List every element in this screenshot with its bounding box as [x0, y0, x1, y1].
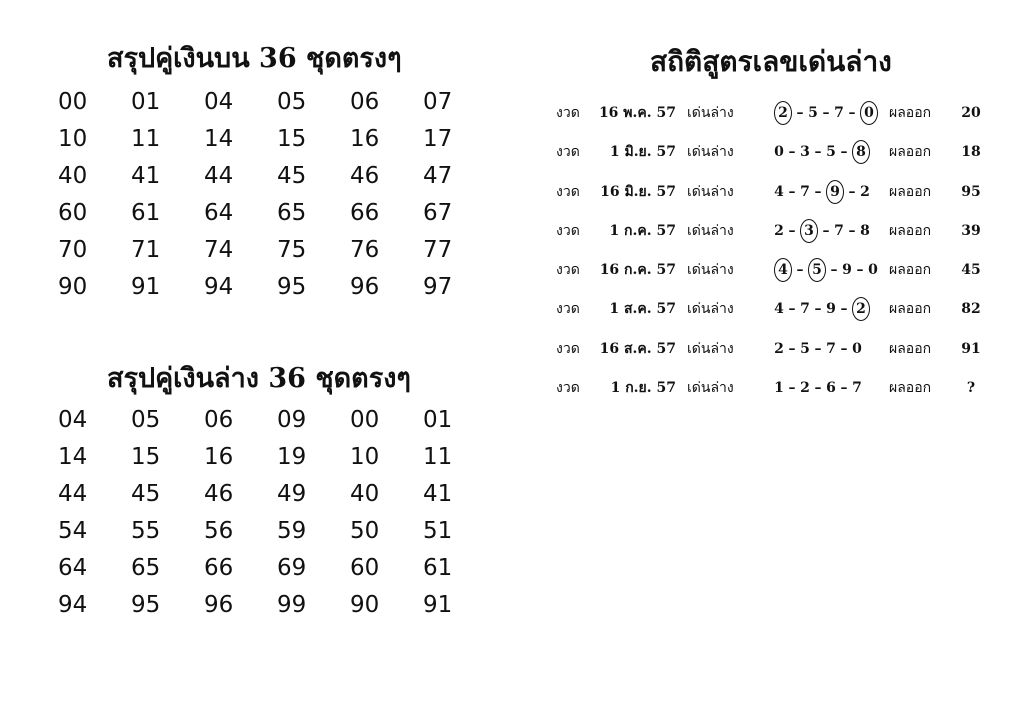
lower-pair-number: 40 [350, 481, 380, 507]
stats-row [556, 212, 996, 251]
draw-date: 16 มิ.ย. 57 [600, 183, 676, 200]
upper-pair-number: 77 [423, 237, 453, 263]
circled-digit: 2 [774, 101, 792, 125]
upper-pair-number: 15 [277, 126, 307, 152]
upper-pair-number: 40 [58, 163, 88, 189]
lower-pair-number: 15 [131, 444, 161, 470]
upper-pair-number: 10 [58, 126, 88, 152]
hot-label: เด่นล่าง [687, 340, 734, 357]
digit: 7 [800, 183, 810, 200]
digit: 0 [868, 262, 878, 279]
draw-label: งวด [556, 222, 580, 239]
lower-pair-number: 46 [204, 481, 234, 507]
lower-pair-number: 11 [423, 444, 453, 470]
lower-pair-number: 10 [350, 444, 380, 470]
stats-table [556, 94, 996, 408]
digit: 7 [834, 222, 844, 239]
lower-pair-number: 49 [277, 481, 307, 507]
stats-row [556, 330, 996, 369]
digit: 2 [800, 380, 810, 397]
digit-separator: – [788, 340, 796, 357]
hot-label: เด่นล่าง [687, 380, 734, 397]
upper-pair-number: 44 [204, 163, 234, 189]
upper-pair-number: 71 [131, 237, 161, 263]
upper-pair-number: 70 [58, 237, 88, 263]
draw-label: งวด [556, 380, 580, 397]
digit-separator: – [840, 144, 848, 161]
circled-digit: 9 [826, 180, 844, 204]
upper-pairs-grid [52, 84, 482, 306]
lower-pair-number: 00 [350, 407, 380, 433]
stats-title: สถิติสูตรเลขเด่นล่าง [650, 45, 892, 78]
upper-pair-number: 67 [423, 200, 453, 226]
upper-pair-number: 96 [350, 274, 380, 300]
lower-pairs-title: สรุปคู่เงินล่าง 36 ชุดตรงๆ [107, 363, 411, 394]
draw-label: งวด [556, 144, 580, 161]
result-label: ผลออก [889, 262, 932, 279]
upper-pair-number: 41 [131, 163, 161, 189]
upper-pair-number: 47 [423, 163, 453, 189]
draw-label: งวด [556, 105, 580, 121]
hot-label: เด่นล่าง [687, 183, 734, 200]
upper-pair-number: 66 [350, 200, 380, 226]
digit: 4 [774, 301, 784, 318]
digit: 4 [774, 183, 784, 200]
lower-pair-number: 95 [131, 592, 161, 618]
digit: 2 [774, 222, 784, 239]
upper-pair-number: 14 [204, 126, 234, 152]
digit-separator: – [814, 380, 822, 397]
upper-pair-number: 05 [277, 89, 307, 115]
hot-digits [773, 173, 871, 212]
draw-date: 16 ก.ค. 57 [599, 262, 676, 279]
lower-pair-number: 16 [204, 444, 234, 470]
stats-row [556, 94, 996, 133]
hot-digits [773, 94, 879, 133]
digit: 5 [826, 144, 836, 161]
result-label: ผลออก [889, 340, 932, 357]
digit-separator: – [848, 222, 856, 239]
result-number: 20 [961, 105, 981, 121]
upper-pair-number: 75 [277, 237, 307, 263]
digit-separator: – [848, 105, 856, 121]
digit-separator: – [840, 380, 848, 397]
lower-pair-number: 55 [131, 518, 161, 544]
upper-pair-number: 95 [277, 274, 307, 300]
lower-pair-number: 90 [350, 592, 380, 618]
draw-label: งวด [556, 183, 580, 200]
digit: 5 [808, 105, 818, 121]
digit-separator: – [822, 222, 830, 239]
lower-pair-number: 51 [423, 518, 453, 544]
result-label: ผลออก [889, 380, 932, 397]
result-label: ผลออก [889, 144, 932, 161]
digit-separator: – [830, 262, 838, 279]
lower-pair-number: 61 [423, 555, 453, 581]
lower-pair-number: 96 [204, 592, 234, 618]
digit: 7 [852, 380, 862, 397]
result-number: 91 [961, 340, 981, 357]
lower-pair-number: 91 [423, 592, 453, 618]
stats-row [556, 251, 996, 290]
upper-pair-number: 45 [277, 163, 307, 189]
draw-label: งวด [556, 301, 580, 318]
lower-pair-number: 94 [58, 592, 88, 618]
upper-pair-number: 06 [350, 89, 380, 115]
digit-separator: – [796, 105, 804, 121]
draw-date: 1 ก.ย. 57 [610, 380, 676, 397]
digit-separator: – [814, 144, 822, 161]
digit-separator: – [822, 105, 830, 121]
lower-pair-number: 59 [277, 518, 307, 544]
upper-pair-number: 60 [58, 200, 88, 226]
digit: 0 [774, 144, 784, 161]
result-number: 45 [961, 262, 981, 279]
hot-digits [773, 330, 863, 369]
digit-separator: – [856, 262, 864, 279]
digit: 1 [774, 380, 784, 397]
upper-pairs-title: สรุปคู่เงินบน 36 ชุดตรงๆ [107, 43, 402, 74]
circled-digit: 8 [852, 140, 870, 164]
hot-digits [773, 369, 863, 408]
hot-label: เด่นล่าง [687, 222, 734, 239]
upper-pair-number: 65 [277, 200, 307, 226]
digit-separator: – [788, 144, 796, 161]
upper-pair-number: 46 [350, 163, 380, 189]
lower-pair-number: 99 [277, 592, 307, 618]
digit-separator: – [788, 301, 796, 318]
lower-pair-number: 65 [131, 555, 161, 581]
draw-date: 16 พ.ค. 57 [598, 105, 676, 121]
digit-separator: – [840, 301, 848, 318]
lower-pair-number: 44 [58, 481, 88, 507]
lower-pair-number: 66 [204, 555, 234, 581]
result-label: ผลออก [889, 222, 932, 239]
hot-digits [773, 251, 879, 290]
draw-date: 1 มิ.ย. 57 [609, 144, 676, 161]
upper-pair-number: 01 [131, 89, 161, 115]
digit: 3 [800, 144, 810, 161]
lower-pair-number: 60 [350, 555, 380, 581]
lower-pair-number: 69 [277, 555, 307, 581]
digit-separator: – [814, 183, 822, 200]
hot-label: เด่นล่าง [687, 105, 734, 121]
circled-digit: 0 [860, 101, 878, 125]
result-number: 82 [961, 301, 981, 318]
digit: 7 [834, 105, 844, 121]
digit: 0 [852, 340, 862, 357]
upper-pair-number: 90 [58, 274, 88, 300]
digit-separator: – [848, 183, 856, 200]
upper-pair-number: 61 [131, 200, 161, 226]
lower-pair-number: 14 [58, 444, 88, 470]
circled-digit: 5 [808, 258, 826, 282]
digit-separator: – [840, 340, 848, 357]
result-label: ผลออก [889, 183, 932, 200]
hot-digits [773, 133, 871, 172]
upper-pair-number: 17 [423, 126, 453, 152]
digit: 6 [826, 380, 836, 397]
lower-pair-number: 56 [204, 518, 234, 544]
stats-row [556, 133, 996, 172]
lower-pair-number: 01 [423, 407, 453, 433]
upper-pair-number: 94 [204, 274, 234, 300]
draw-label: งวด [556, 340, 580, 357]
draw-label: งวด [556, 262, 580, 279]
circled-digit: 3 [800, 219, 818, 243]
lower-pair-number: 50 [350, 518, 380, 544]
upper-pair-number: 91 [131, 274, 161, 300]
draw-date: 1 ส.ค. 57 [609, 301, 676, 318]
digit-separator: – [814, 340, 822, 357]
result-label: ผลออก [889, 105, 932, 121]
circled-digit: 2 [852, 297, 870, 321]
digit: 7 [800, 301, 810, 318]
digit: 8 [860, 222, 870, 239]
lower-pair-number: 19 [277, 444, 307, 470]
hot-digits [773, 290, 871, 329]
upper-pair-number: 76 [350, 237, 380, 263]
upper-pair-number: 64 [204, 200, 234, 226]
upper-pair-number: 97 [423, 274, 453, 300]
digit-separator: – [814, 301, 822, 318]
result-number: ? [966, 380, 976, 397]
stats-row [556, 173, 996, 212]
lower-pair-number: 04 [58, 407, 88, 433]
upper-pair-number: 04 [204, 89, 234, 115]
digit-separator: – [788, 380, 796, 397]
upper-pair-number: 16 [350, 126, 380, 152]
lower-pair-number: 54 [58, 518, 88, 544]
result-label: ผลออก [889, 301, 932, 318]
digit-separator: – [788, 183, 796, 200]
lower-pair-number: 45 [131, 481, 161, 507]
digit: 9 [826, 301, 836, 318]
digit: 2 [774, 340, 784, 357]
result-number: 39 [961, 222, 981, 239]
hot-label: เด่นล่าง [687, 262, 734, 279]
lower-pair-number: 06 [204, 407, 234, 433]
digit: 5 [800, 340, 810, 357]
digit-separator: – [796, 262, 804, 279]
upper-pair-number: 11 [131, 126, 161, 152]
lower-pair-number: 09 [277, 407, 307, 433]
upper-pair-number: 74 [204, 237, 234, 263]
upper-pair-number: 07 [423, 89, 453, 115]
lower-pair-number: 64 [58, 555, 88, 581]
digit: 9 [842, 262, 852, 279]
hot-label: เด่นล่าง [687, 301, 734, 318]
hot-label: เด่นล่าง [687, 144, 734, 161]
lower-pairs-grid [52, 402, 482, 624]
hot-digits [773, 212, 871, 251]
stats-row [556, 290, 996, 329]
digit: 7 [826, 340, 836, 357]
circled-digit: 4 [774, 258, 792, 282]
lower-pair-number: 05 [131, 407, 161, 433]
draw-date: 16 ส.ค. 57 [599, 340, 676, 357]
result-number: 18 [961, 144, 981, 161]
upper-pair-number: 00 [58, 89, 88, 115]
digit-separator: – [788, 222, 796, 239]
stats-row [556, 369, 996, 408]
draw-date: 1 ก.ค. 57 [609, 222, 676, 239]
result-number: 95 [961, 183, 981, 200]
digit: 2 [860, 183, 870, 200]
lower-pair-number: 41 [423, 481, 453, 507]
